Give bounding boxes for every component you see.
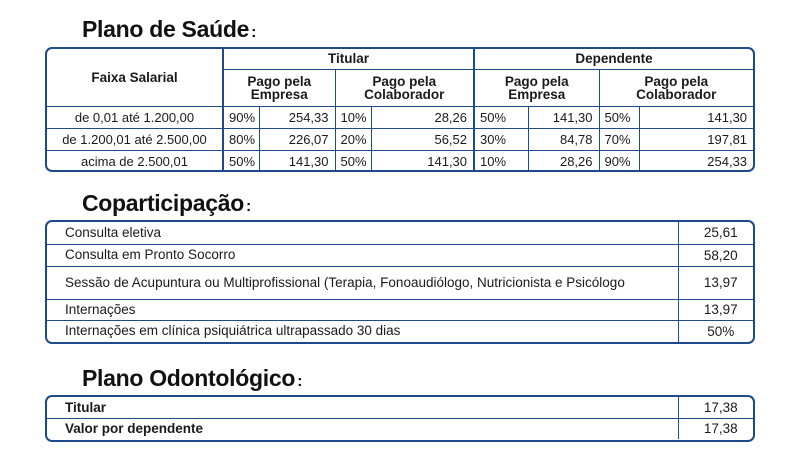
copart-title: [82, 190, 251, 217]
titular-colaborador-value: 56,52: [371, 128, 474, 150]
table-row: [47, 150, 753, 172]
table-row: [47, 222, 753, 244]
titular-colaborador-value: 28,26: [371, 106, 474, 128]
copart-table: [45, 220, 755, 344]
copart-desc: Internações: [47, 299, 678, 320]
faixa-cell: acima de 2.500,01: [47, 150, 223, 172]
titular-empresa-pct: 90%: [223, 106, 259, 128]
dependente-empresa-value: 28,26: [528, 150, 599, 172]
header-titular-colaborador-text: Pago pela Colaborador: [364, 73, 445, 102]
dependente-colaborador-value: 141,30: [639, 106, 753, 128]
titular-empresa-value: 226,07: [259, 128, 335, 150]
table-row: [47, 320, 753, 342]
copart-amount: 58,20: [678, 244, 753, 266]
dental-desc: Valor por dependente: [65, 421, 204, 437]
copart-desc: Consulta em Pronto Socorro: [47, 244, 678, 266]
titular-colaborador-pct: 50%: [335, 150, 371, 172]
table-row: [47, 244, 753, 266]
table-row: [47, 266, 753, 299]
header-dependente: Dependente: [474, 49, 753, 69]
copart-amount: 13,97: [678, 266, 753, 299]
faixa-cell: de 0,01 até 1.200,00: [47, 106, 223, 128]
table-row: [47, 418, 753, 439]
dental-amount: 17,38: [678, 397, 753, 418]
header-titular-colaborador: [335, 69, 474, 106]
dependente-empresa-value: 84,78: [528, 128, 599, 150]
dependente-empresa-value: 141,30: [528, 106, 599, 128]
header-dependente-empresa: [474, 69, 599, 106]
dependente-empresa-pct: 10%: [474, 150, 528, 172]
titular-empresa-pct: 80%: [223, 128, 259, 150]
copart-amount: 50%: [678, 320, 753, 342]
titular-colaborador-pct: 10%: [335, 106, 371, 128]
titular-colaborador-value: 141,30: [371, 150, 474, 172]
header-titular-empresa-text: Pago pela Empresa: [247, 73, 312, 102]
table-row: [47, 106, 753, 128]
faixa-cell: de 1.200,01 até 2.500,00: [47, 128, 223, 150]
health-plan-title-colon: :: [251, 24, 257, 41]
table-row: [47, 128, 753, 150]
dental-desc: Titular: [47, 397, 678, 418]
health-plan-table: [45, 47, 755, 172]
header-titular-empresa: [223, 69, 335, 106]
copart-amount: 13,97: [678, 299, 753, 320]
dependente-colaborador-pct: 70%: [599, 128, 639, 150]
table-row: [47, 299, 753, 320]
health-plan-title: [82, 16, 256, 43]
dental-amount: 17,38: [678, 418, 753, 439]
dependente-colaborador-value: 254,33: [707, 153, 748, 169]
dependente-empresa-pct: 30%: [474, 128, 528, 150]
titular-empresa-value: 254,33: [259, 106, 335, 128]
health-plan-title-text: Plano de Saúde: [82, 16, 250, 42]
dependente-colaborador-pct: 50%: [599, 106, 639, 128]
copart-amount: 25,61: [678, 222, 753, 244]
dependente-colaborador-value: 197,81: [639, 128, 753, 150]
header-dependente-colaborador-text: Pago pela Colaborador: [636, 73, 717, 102]
copart-desc: Internações em clínica psiquiátrica ultrapassado 30 dias: [65, 323, 401, 339]
copart-title-text: Coparticipação: [82, 190, 244, 216]
titular-empresa-value: 141,30: [259, 150, 335, 172]
copart-title-colon: :: [245, 198, 251, 215]
dental-plan-title-text: Plano Odontológico: [82, 365, 296, 391]
copart-desc: Sessão de Acupuntura ou Multiprofissional (Terapia, Fonoaudiólogo, Nutricionista e Psicólogo: [47, 266, 678, 299]
header-titular: Titular: [223, 49, 474, 69]
header-dependente-colaborador: [599, 69, 753, 106]
header-dependente-empresa-text: Pago pela Empresa: [504, 73, 569, 102]
dental-plan-title-colon: :: [297, 373, 303, 390]
copart-desc: Consulta eletiva: [47, 222, 678, 244]
table-row: [47, 397, 753, 418]
titular-colaborador-pct: 20%: [335, 128, 371, 150]
dependente-colaborador-pct: 90%: [599, 150, 639, 172]
header-faixa-salarial: Faixa Salarial: [47, 49, 223, 106]
dental-plan-title: [82, 365, 302, 392]
titular-empresa-pct: 50%: [223, 150, 259, 172]
dependente-empresa-pct: 50%: [474, 106, 528, 128]
dental-plan-table: [45, 395, 755, 442]
